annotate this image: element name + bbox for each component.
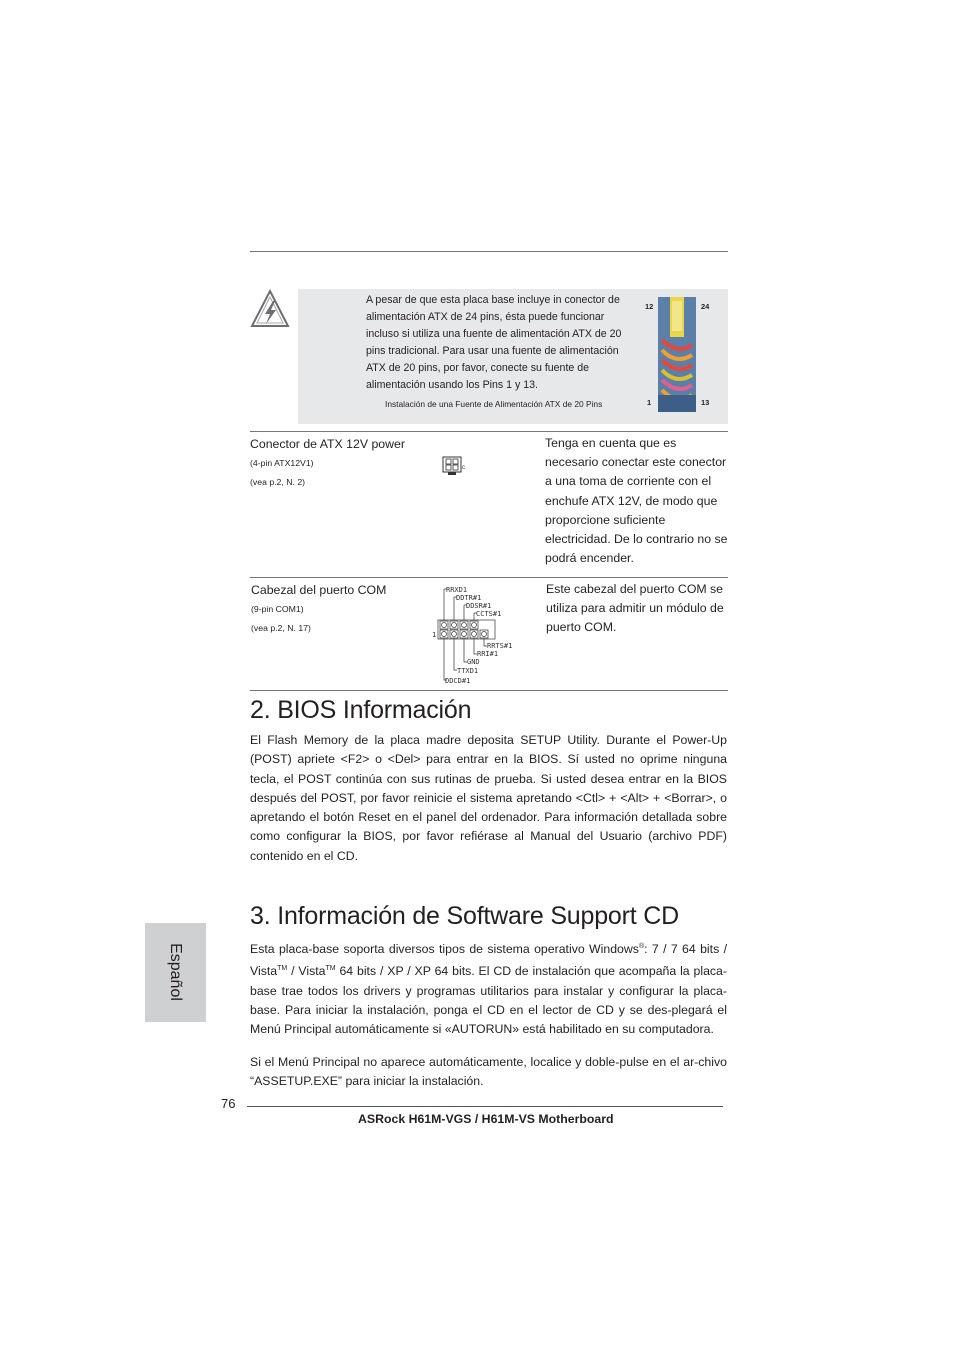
com-pin-ddsr1: DDSR#1 xyxy=(466,602,492,610)
com-sub1: (9-pin COM1) xyxy=(251,604,304,614)
software-text-c: / Vista xyxy=(287,964,326,979)
pin-label-1: 1 xyxy=(647,398,652,407)
note-text: A pesar de que esta placa base incluye in conector de alimentación ATX de 24 pins, ésta puede funcionar incluso si utiliza una fuente de alimentación ATX de 20 pins tradicional. Para usar una fuente de alimentación ATX de 20 pins, por favor, conecte su fuente de alimentación usando los Pins 1 y 13. xyxy=(366,294,622,391)
com-sub2: (vea p.2, N. 17) xyxy=(251,623,311,633)
note-caption: Instalación de una Fuente de Alimentación ATX de 20 Pins xyxy=(385,399,603,409)
atx-connector-photo xyxy=(640,295,725,415)
pin-label-13: 13 xyxy=(701,398,710,407)
atx12v-rule xyxy=(250,431,728,432)
atx12v-sub1: (4-pin ATX12V1) xyxy=(250,458,314,468)
com-pin-ttxd1: TTXD1 xyxy=(457,667,479,675)
pin-label-12: 12 xyxy=(645,302,654,311)
atx12v-sub2: (vea p.2, N. 2) xyxy=(250,477,306,487)
com-pin-1: 1 xyxy=(432,631,437,639)
top-rule xyxy=(250,251,728,252)
com-pin-rrxd1: RRXD1 xyxy=(446,586,468,594)
registered-mark: ® xyxy=(638,943,645,950)
trademark-1: TM xyxy=(277,965,288,973)
com-pin-rri1: RRI#1 xyxy=(477,650,499,658)
com-header-diagram xyxy=(430,584,520,686)
bios-body: El Flash Memory de la placa madre deposita SETUP Utility. Durante el Power-Up (POST) apriete <F2> o <Del> para entrar en la BIOS. Sí usted no oprime ninguna tecla, el POST continúa con sus rutinas de prueba. Si usted desea entrar en la BIOS después del POST, por favor reinicie el sistema apretando <Ctl> + <Alt> + <Borrar>, o apretando el botón Reset en el panel del ordenador. Para información detallada sobre como configurar la BIOS, por favor refiérase al Manual del Usuario (archivo PDF) contenido en el CD. xyxy=(250,733,727,863)
page-number: 76 xyxy=(221,1096,236,1111)
com-pin-ddcd1: DDCD#1 xyxy=(445,677,471,685)
footer-rule xyxy=(247,1106,723,1107)
svg-text:c: c xyxy=(462,465,465,471)
com-pin-rrts1: RRTS#1 xyxy=(487,642,513,650)
footer-title: ASRock H61M-VGS / H61M-VS Motherboard xyxy=(358,1112,614,1126)
atx12v-connector-diagram xyxy=(441,455,469,477)
trademark-2: TM xyxy=(325,965,336,973)
atx12v-title: Conector de ATX 12V power xyxy=(250,437,405,451)
com-title: Cabezal del puerto COM xyxy=(251,583,387,597)
com-pin-ccts1: CCTS#1 xyxy=(476,610,502,618)
warning-icon xyxy=(249,288,291,330)
bios-heading: 2. BIOS Información xyxy=(250,696,472,724)
software-text-a: Esta placa-base soporta diversos tipos de sistema operativo Windows xyxy=(250,942,639,957)
software-text-d: 64 bits / XP / XP 64 bits. El CD de instalación que acompaña la placa-base trae todos los drivers y programas utilitarios para instalar y configurar la placa-base. Para iniciar la instalación, ponga el CD en el lector de CD y se des-plegará el Menú Principal automáticamente si «AUTORUN» está habilitado en su computadora. xyxy=(250,964,727,1037)
com-description: Este cabezal del puerto COM se utiliza para admitir un módulo de puerto COM. xyxy=(546,582,724,635)
com-pin-gnd: GND xyxy=(467,658,480,666)
language-tab-label: Español xyxy=(167,943,184,1001)
bios-rule xyxy=(250,690,728,691)
com-pin-ddtr1: DDTR#1 xyxy=(456,594,482,602)
software-text-b: : 7 / 7 64 bits / Vista xyxy=(250,942,728,979)
pin-label-24: 24 xyxy=(701,302,710,311)
software-body-2: Si el Menú Principal no aparece automáticamente, localice y doble-pulse en el ar-chivo “ASSETUP.EXE” para iniciar la instalación. xyxy=(250,1055,727,1089)
software-heading: 3. Información de Software Support CD xyxy=(250,902,679,930)
atx12v-description: Tenga en cuenta que es necesario conectar este conector a una toma de corriente con el enchufe ATX 12V, de modo que proporcione suficiente electricidad. De lo contrario no se podrá encender. xyxy=(545,436,728,566)
software-body-1 xyxy=(250,937,727,1040)
com-rule xyxy=(250,577,728,578)
